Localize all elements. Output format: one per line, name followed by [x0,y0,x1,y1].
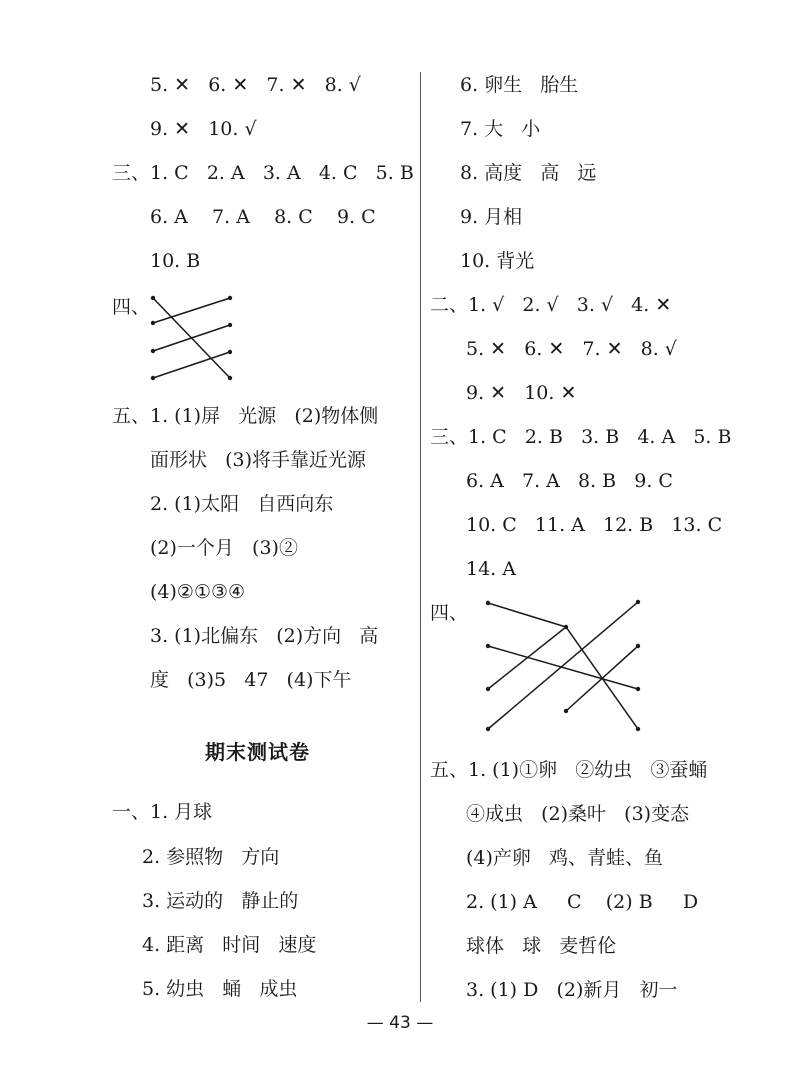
left-line-14: 一、1. 月球 [112,801,213,823]
right-line-19: 3. (1) D (2)新月 初一 [466,979,678,1001]
match-dot [151,376,155,380]
match-line [153,325,230,351]
match-dot [564,625,568,629]
section-heading: 期末测试卷 [205,740,310,764]
right-line-7: 5. ✕ 6. ✕ 7. ✕ 8. √ [466,338,677,360]
right-line-3: 8. 高度 高 远 [460,162,597,184]
right-matching-diagram [480,595,645,735]
right-line-14: 五、1. (1)①卵 ②幼虫 ③蚕蛹 [430,759,708,781]
right-line-13: 四、 [430,602,469,624]
match-dot [151,321,155,325]
match-dot [486,687,490,691]
left-line-5: 10. B [150,250,201,272]
match-line [488,603,566,627]
left-line-18: 5. 幼虫 蛹 成虫 [142,978,298,1000]
right-line-16: (4)产卵 鸡、青蛙、鱼 [466,847,664,869]
match-dot [228,376,232,380]
match-dot [486,601,490,605]
match-line [488,627,566,689]
match-dot [228,296,232,300]
left-line-4: 6. A 7. A 8. C 9. C [150,206,376,228]
column-divider [420,72,421,1002]
left-line-8: 面形状 (3)将手靠近光源 [150,449,367,471]
left-line-11: (4)②①③④ [150,581,246,603]
left-line-6: 四、 [112,296,151,318]
match-dot [486,727,490,731]
left-line-1: 5. ✕ 6. ✕ 7. ✕ 8. √ [150,74,361,96]
left-matching-diagram [145,290,240,385]
right-line-6: 二、1. √ 2. √ 3. √ 4. ✕ [430,294,672,316]
right-line-11: 10. C 11. A 12. B 13. C [466,514,723,536]
left-line-12: 3. (1)北偏东 (2)方向 高 [150,625,379,647]
match-dot [636,687,640,691]
left-line-13: 度 (3)5 47 (4)下午 [150,669,352,691]
left-line-16: 3. 运动的 静止的 [142,890,299,912]
match-dot [228,323,232,327]
match-dot [636,644,640,648]
left-line-3: 三、1. C 2. A 3. A 4. C 5. B [112,162,414,184]
left-line-15: 2. 参照物 方向 [142,846,280,868]
match-dot [151,296,155,300]
match-dot [228,350,232,354]
right-line-17: 2. (1) A C (2) B D [466,891,699,913]
right-line-12: 14. A [466,558,516,580]
right-line-5: 10. 背光 [460,250,535,272]
match-line [488,646,638,689]
match-dot [636,600,640,604]
match-dot [151,349,155,353]
right-line-10: 6. A 7. A 8. B 9. C [466,470,673,492]
left-line-9: 2. (1)太阳 自西向东 [150,493,334,515]
right-line-4: 9. 月相 [460,206,523,228]
right-line-18: 球体 球 麦哲伦 [466,935,617,957]
left-line-17: 4. 距离 时间 速度 [142,934,317,956]
right-line-15: ④成虫 (2)桑叶 (3)变态 [466,803,690,825]
match-dot [636,727,640,731]
left-line-7: 五、1. (1)屏 光源 (2)物体侧 [112,405,379,427]
right-line-9: 三、1. C 2. B 3. B 4. A 5. B [430,426,732,448]
right-line-8: 9. ✕ 10. ✕ [466,382,577,404]
match-dot [486,644,490,648]
left-line-10: (2)一个月 (3)② [150,537,298,559]
left-line-2: 9. ✕ 10. √ [150,118,257,140]
right-line-2: 7. 大 小 [460,118,541,140]
match-dot [564,709,568,713]
match-line [566,646,638,711]
right-line-1: 6. 卵生 胎生 [460,74,579,96]
page-number: — 43 — [366,1013,434,1033]
